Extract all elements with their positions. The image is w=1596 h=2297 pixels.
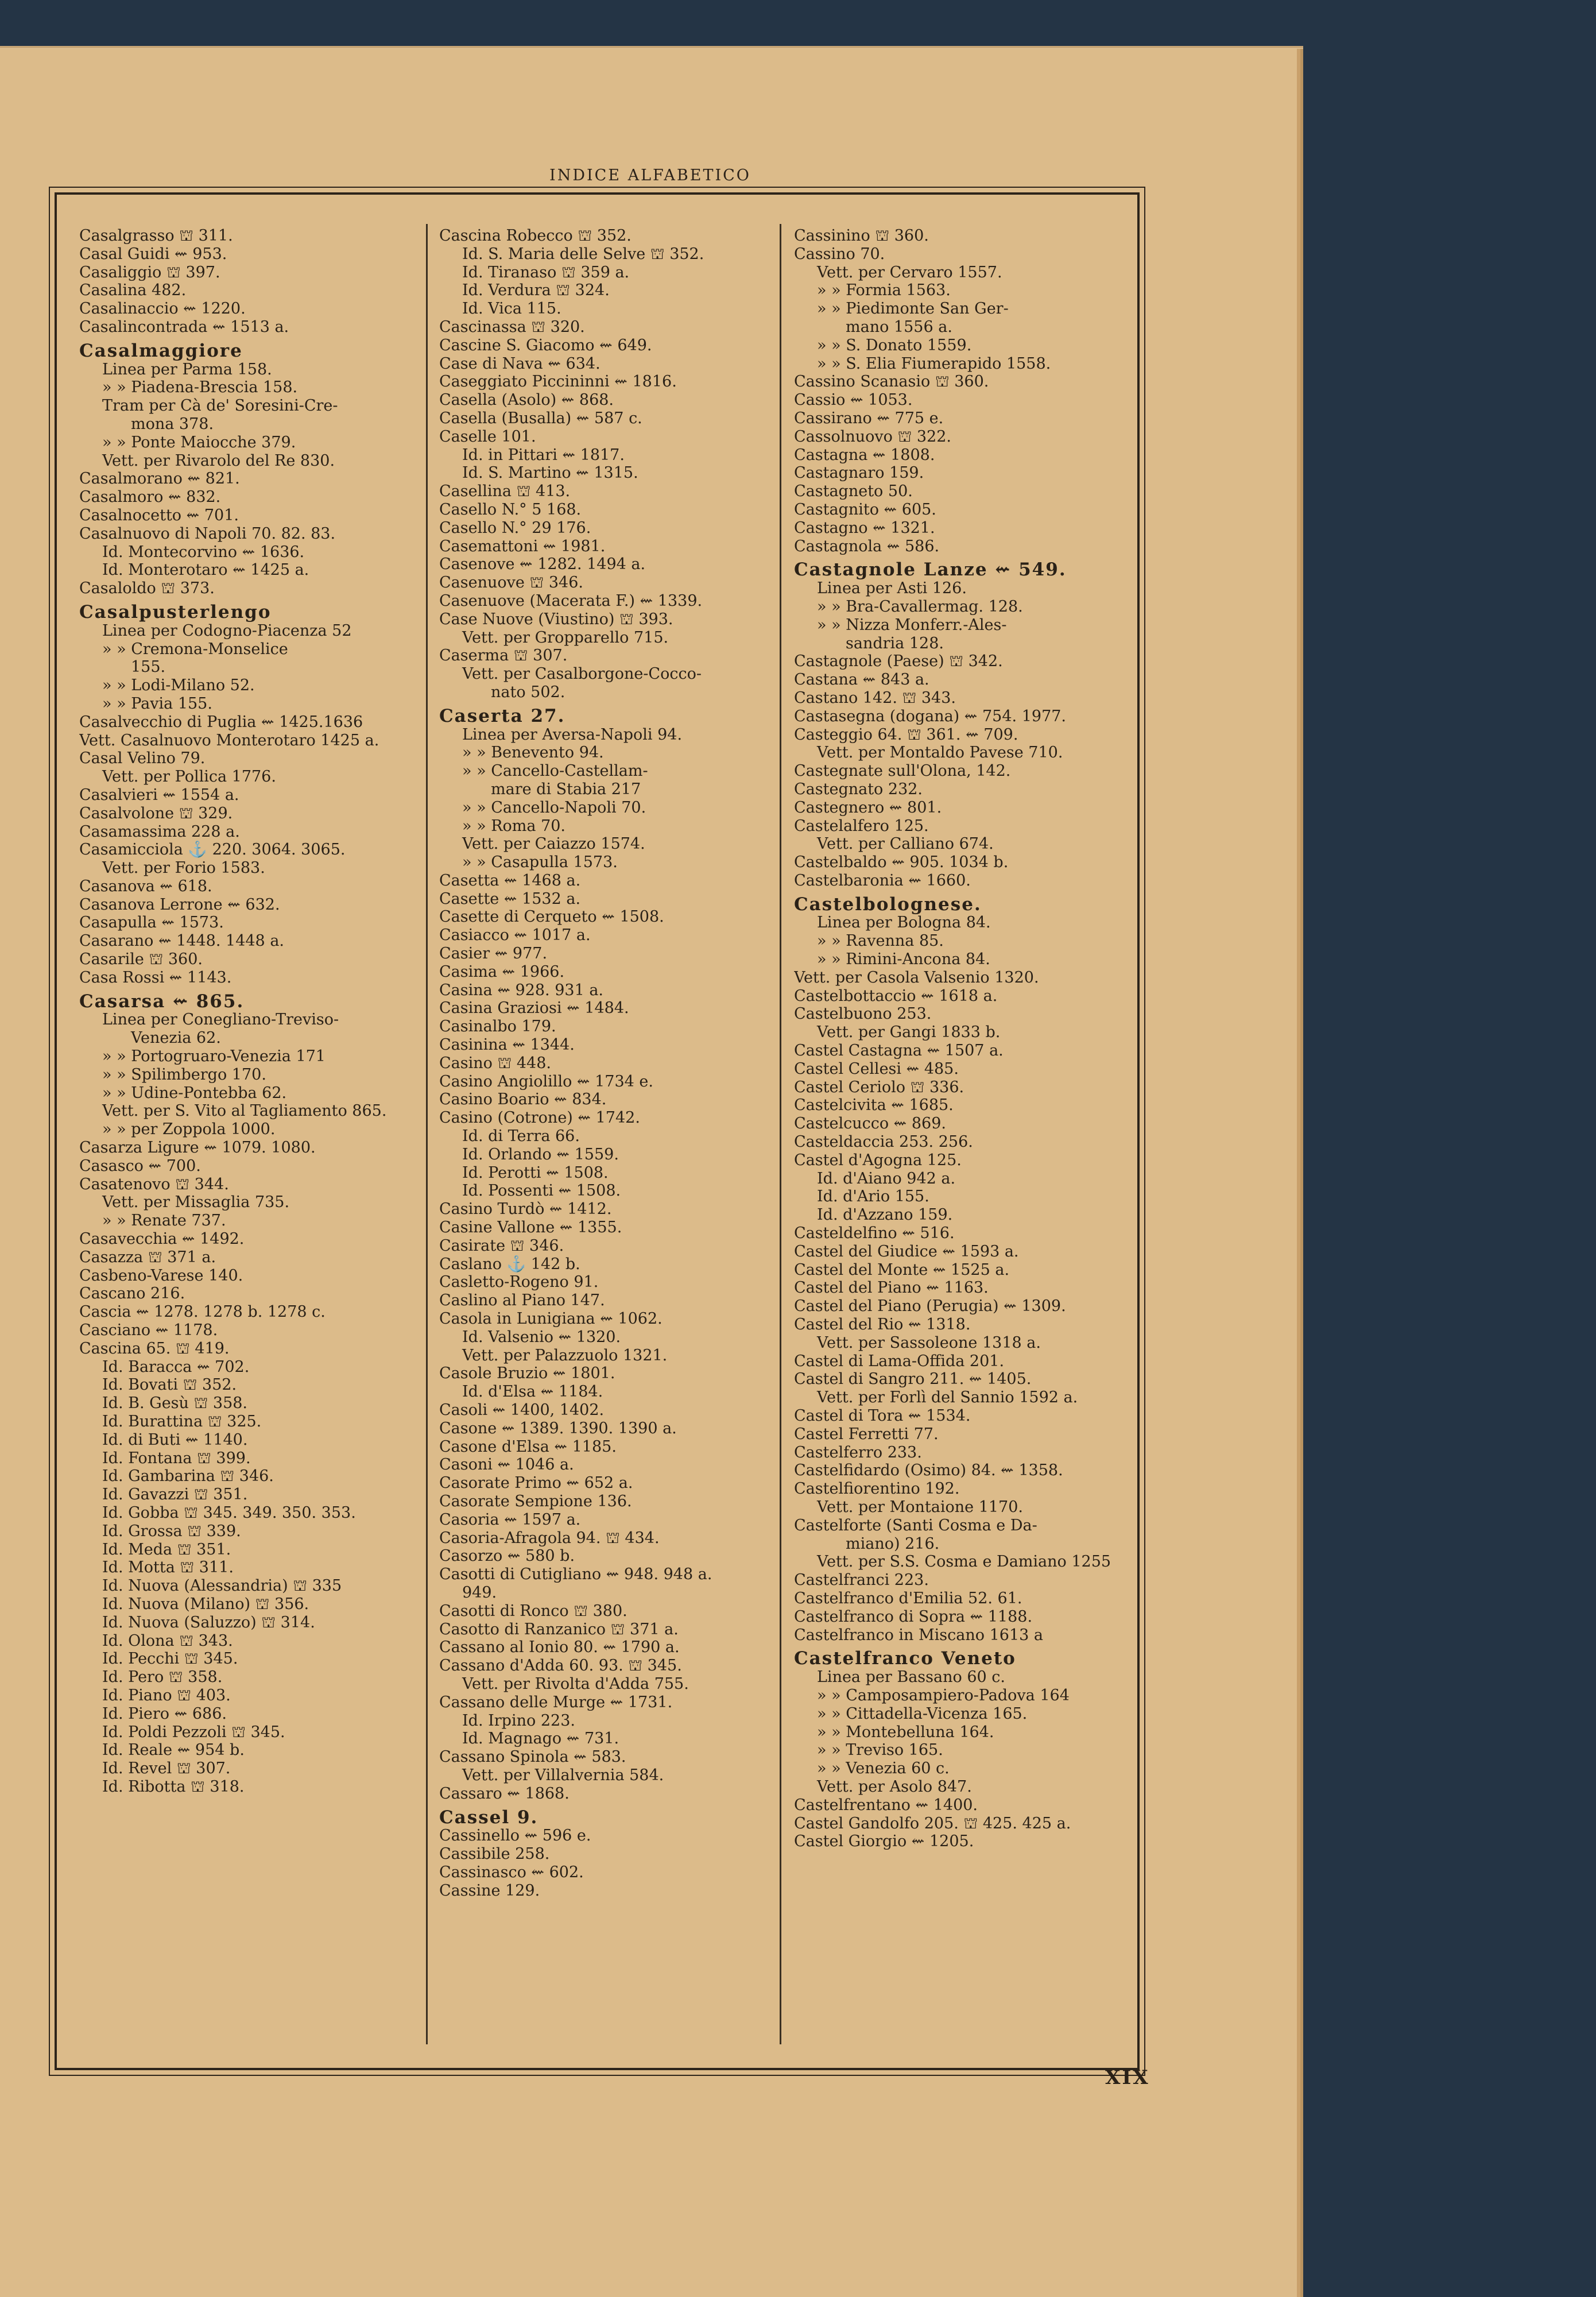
index-entry: Casone ⇜ 1389. 1390. 1390 a.: [439, 1419, 677, 1437]
index-entry: Castel di Sangro 211. ⇜ 1405.: [794, 1370, 1032, 1389]
index-entry: Casoni ⇜ 1046 a.: [439, 1456, 574, 1474]
index-entry: Id. Burattina ⛫ 325.: [102, 1413, 262, 1430]
index-heading: Castelfranco Veneto: [794, 1648, 1016, 1669]
index-entry: Casella (Asolo) ⇜ 868.: [439, 391, 614, 409]
index-entry: Id. d'Ario 155.: [817, 1188, 929, 1206]
index-column-2: [439, 227, 772, 2053]
index-entry: Casalinaccio ⇜ 1220.: [79, 300, 246, 318]
index-entry: Id. Revel ⛫ 307.: [102, 1760, 231, 1778]
index-entry: Id. Reale ⇜ 954 b.: [102, 1741, 245, 1760]
index-entry: » » Roma 70.: [462, 817, 566, 835]
index-entry: Cassino Scanasio ⛫ 360.: [794, 373, 989, 391]
index-entry: Cassano al Ionio 80. ⇜ 1790 a.: [439, 1638, 680, 1657]
index-entry: Castelfranco in Miscano 1613 a: [794, 1626, 1044, 1644]
index-entry: Cassinasco ⇜ 602.: [439, 1863, 584, 1881]
index-entry: Castel Castagna ⇜ 1507 a.: [794, 1042, 1004, 1060]
index-entry: Id. di Buti ⇜ 1140.: [102, 1430, 248, 1449]
index-entry: Casarza Ligure ⇜ 1079. 1080.: [79, 1139, 316, 1157]
index-entry: Casone d'Elsa ⇜ 1185.: [439, 1437, 617, 1456]
index-entry: Casino ⛫ 448.: [439, 1054, 551, 1072]
index-entry: Castel Gandolfo 205. ⛫ 425. 425 a.: [794, 1814, 1071, 1832]
index-entry: Tram per Cà de' Soresini-Cre-: [102, 397, 338, 415]
index-entry: Linea per Bologna 84.: [817, 914, 991, 932]
index-entry: Id. Baracca ⇜ 702.: [102, 1358, 250, 1376]
index-entry: Vett. per Palazzuolo 1321.: [462, 1346, 668, 1364]
index-entry: Cascina Robecco ⛫ 352.: [439, 227, 632, 245]
index-entry: Castel Giorgio ⇜ 1205.: [794, 1832, 974, 1851]
index-entry: Casatenovo ⛫ 344.: [79, 1175, 229, 1193]
index-heading: Castagnole Lanze ⇜ 549.: [794, 559, 1067, 581]
index-entry: Casalmorano ⇜ 821.: [79, 470, 240, 488]
index-entry: Id. Tiranaso ⛫ 359 a.: [462, 263, 630, 281]
index-entry: Caslino al Piano 147.: [439, 1291, 605, 1310]
index-entry: Casino Angiolillo ⇜ 1734 e.: [439, 1072, 653, 1091]
index-entry: Id. Poldi Pezzoli ⛫ 345.: [102, 1723, 285, 1741]
index-entry: Casanova Lerrone ⇜ 632.: [79, 895, 280, 914]
index-entry: Casteldaccia 253. 256.: [794, 1133, 973, 1151]
index-entry: Linea per Parma 158.: [102, 360, 272, 378]
index-entry: Id. Bovati ⛫ 352.: [102, 1376, 237, 1394]
index-entry: 155.: [131, 658, 166, 676]
index-entry: Vett. per Calliano 674.: [817, 835, 994, 853]
index-column-3: [794, 227, 1138, 2053]
index-entry: Casorate Sempione 136.: [439, 1492, 632, 1510]
index-entry: » » Nizza Monferr.-Ales-: [817, 616, 1007, 634]
index-entry: Vett. per S.S. Cosma e Damiano 1255: [817, 1553, 1111, 1571]
column-divider-2: [780, 224, 781, 2044]
index-entry: Id. d'Aiano 942 a.: [817, 1169, 956, 1188]
index-entry: Casotti di Cutigliano ⇜ 948. 948 a.: [439, 1565, 712, 1584]
index-entry: Linea per Codogno-Piacenza 52: [102, 621, 352, 640]
index-entry: Casoria-Afragola 94. ⛫ 434.: [439, 1529, 660, 1547]
index-entry: Cassio ⇜ 1053.: [794, 391, 913, 409]
index-entry: Castelfranci 223.: [794, 1571, 929, 1590]
index-entry: Cascine S. Giacomo ⇜ 649.: [439, 336, 652, 354]
index-entry: Vett. per S. Vito al Tagliamento 865.: [102, 1102, 387, 1120]
index-column-1: [79, 227, 424, 2053]
index-entry: Id. in Pittari ⇜ 1817.: [462, 446, 625, 464]
index-entry: Casirate ⛫ 346.: [439, 1236, 564, 1255]
index-entry: Id. Gobba ⛫ 345. 349. 350. 353.: [102, 1503, 356, 1522]
index-entry: Cassibile 258.: [439, 1845, 550, 1863]
index-entry: Id. Monterotaro ⇜ 1425 a.: [102, 561, 309, 579]
index-entry: Caslano ⚓ 142 b.: [439, 1255, 580, 1273]
index-entry: Casalnuovo di Napoli 70. 82. 83.: [79, 524, 336, 543]
index-entry: Castel d'Agogna 125.: [794, 1151, 962, 1169]
index-entry: Casarile ⛫ 360.: [79, 950, 203, 969]
index-entry: Casalincontrada ⇜ 1513 a.: [79, 318, 289, 336]
index-entry: » » Ponte Maiocche 379.: [102, 433, 296, 451]
index-entry: Caserma ⛫ 307.: [439, 647, 568, 665]
index-entry: Casapulla ⇜ 1573.: [79, 914, 224, 932]
index-entry: Castelfranco di Sopra ⇜ 1188.: [794, 1607, 1033, 1626]
index-entry: Casette di Cerqueto ⇜ 1508.: [439, 908, 664, 926]
index-entry: Id. Magnago ⇜ 731.: [462, 1730, 619, 1748]
column-divider-1: [426, 224, 428, 2044]
index-entry: Casette ⇜ 1532 a.: [439, 890, 581, 908]
index-entry: Castano 142. ⛫ 343.: [794, 689, 956, 707]
index-entry: Vett. per Montaione 1170.: [817, 1498, 1023, 1516]
index-entry: Id. Gavazzi ⛫ 351.: [102, 1486, 248, 1504]
index-entry: Casoria ⇜ 1597 a.: [439, 1510, 581, 1529]
index-entry: Cassinino ⛫ 360.: [794, 227, 929, 245]
index-entry: Castelbottaccio ⇜ 1618 a.: [794, 987, 998, 1005]
index-entry: Casinalbo 179.: [439, 1018, 556, 1036]
index-entry: Id. Nuova (Alessandria) ⛫ 335: [102, 1577, 342, 1595]
index-entry: Casenuove (Macerata F.) ⇜ 1339.: [439, 591, 703, 610]
index-entry: Castel del Piano (Perugia) ⇜ 1309.: [794, 1297, 1066, 1316]
index-entry: 949.: [462, 1583, 497, 1602]
index-entry: Castagnole (Paese) ⛫ 342.: [794, 652, 1003, 671]
index-entry: Id. Vica 115.: [462, 300, 561, 318]
index-entry: Casine Vallone ⇜ 1355.: [439, 1219, 622, 1237]
index-entry: Caseggiato Piccininni ⇜ 1816.: [439, 373, 677, 391]
index-entry: Vett. per Gangi 1833 b.: [817, 1023, 1001, 1042]
index-entry: » » Spilimbergo 170.: [102, 1065, 266, 1084]
index-entry: » » per Zoppola 1000.: [102, 1120, 276, 1139]
index-entry: Linea per Asti 126.: [817, 579, 967, 598]
index-entry: Castelfiorentino 192.: [794, 1480, 960, 1498]
index-entry: Id. Irpino 223.: [462, 1711, 575, 1730]
index-entry: » » Cancello-Castellam-: [462, 762, 648, 780]
index-entry: » » Piadena-Brescia 158.: [102, 378, 298, 397]
index-entry: Id. Piano ⛫ 403.: [102, 1686, 231, 1704]
index-entry: Case di Nava ⇜ 634.: [439, 354, 601, 373]
index-entry: Id. Motta ⛫ 311.: [102, 1559, 234, 1577]
index-heading: Casalmaggiore: [79, 340, 243, 361]
index-entry: Vett. per Rivarolo del Re 830.: [102, 451, 335, 470]
index-entry: Linea per Aversa-Napoli 94.: [462, 725, 683, 744]
index-entry: Linea per Conegliano-Treviso-: [102, 1011, 339, 1029]
index-entry: Id. d'Azzano 159.: [817, 1206, 953, 1224]
index-entry: Cascano 216.: [79, 1285, 185, 1303]
index-entry: Casalgrasso ⛫ 311.: [79, 227, 233, 245]
index-entry: Cassirano ⇜ 775 e.: [794, 409, 944, 427]
index-entry: Casima ⇜ 1966.: [439, 962, 565, 981]
index-entry: Castagno ⇜ 1321.: [794, 519, 935, 537]
index-entry: Castagnola ⇜ 586.: [794, 537, 940, 555]
index-entry: Castegnero ⇜ 801.: [794, 798, 942, 817]
index-entry: sandria 128.: [846, 634, 944, 652]
index-entry: Id. B. Gesù ⛫ 358.: [102, 1394, 248, 1413]
index-entry: mona 378.: [131, 415, 214, 433]
index-entry: Castelbaldo ⇜ 905. 1034 b.: [794, 853, 1009, 872]
index-entry: » » Treviso 165.: [817, 1741, 943, 1760]
index-entry: » » Cittadella-Vicenza 165.: [817, 1704, 1028, 1723]
index-entry: Vett. per Gropparello 715.: [462, 628, 669, 647]
index-entry: Casalvolone ⛫ 329.: [79, 804, 233, 822]
index-entry: » » Bra-Cavallermag. 128.: [817, 597, 1023, 616]
index-entry: Vett. per Rivolta d'Adda 755.: [462, 1675, 689, 1693]
index-entry: Castel del Giudice ⇜ 1593 a.: [794, 1242, 1019, 1260]
index-entry: miano) 216.: [846, 1534, 940, 1553]
index-heading: Casalpusterlengo: [79, 601, 272, 622]
index-entry: Vett. per Casola Valsenio 1320.: [794, 968, 1039, 987]
index-entry: » » Cremona-Monselice: [102, 640, 288, 658]
index-entry: Id. Montecorvino ⇜ 1636.: [102, 543, 305, 561]
index-entry: Vett. per Pollica 1776.: [102, 768, 276, 786]
index-entry: Vett. per Cervaro 1557.: [817, 263, 1002, 281]
index-entry: Id. Meda ⛫ 351.: [102, 1540, 231, 1559]
index-entry: » » Benevento 94.: [462, 744, 604, 762]
index-entry: Id. di Terra 66.: [462, 1127, 580, 1146]
index-entry: Castelferro 233.: [794, 1443, 922, 1461]
index-entry: Vett. per Sassoleone 1318 a.: [817, 1333, 1041, 1352]
index-entry: Id. S. Martino ⇜ 1315.: [462, 464, 638, 482]
index-entry: Cassano Spinola ⇜ 583.: [439, 1748, 626, 1766]
index-entry: Casina Graziosi ⇜ 1484.: [439, 999, 629, 1018]
index-entry: Cassine 129.: [439, 1881, 540, 1900]
index-entry: Castagnaro 159.: [794, 464, 924, 482]
index-entry: » » Piedimonte San Ger-: [817, 300, 1009, 318]
index-entry: Cascinassa ⛫ 320.: [439, 318, 585, 336]
index-entry: Castegnato 232.: [794, 780, 923, 798]
index-entry: Vett. per Caiazzo 1574.: [462, 835, 645, 853]
index-entry: Castel di Tora ⇜ 1534.: [794, 1407, 971, 1425]
index-entry: Casotti di Ronco ⛫ 380.: [439, 1602, 627, 1620]
index-entry: » » Camposampiero-Padova 164: [817, 1686, 1070, 1704]
index-entry: Caselle 101.: [439, 427, 536, 446]
index-entry: Castel del Piano ⇜ 1163.: [794, 1279, 989, 1297]
index-heading: Casarsa ⇜ 865.: [79, 991, 245, 1012]
index-entry: Casino Turdò ⇜ 1412.: [439, 1200, 612, 1219]
index-entry: Casbeno-Varese 140.: [79, 1266, 243, 1285]
index-entry: Casal Velino 79.: [79, 749, 206, 768]
index-entry: » » S. Donato 1559.: [817, 336, 972, 354]
index-entry: Id. d'Elsa ⇜ 1184.: [462, 1383, 603, 1401]
index-entry: Casletto-Rogeno 91.: [439, 1273, 599, 1291]
index-entry: Casello N.° 29 176.: [439, 519, 591, 537]
index-entry: Castel Cellesi ⇜ 485.: [794, 1059, 959, 1078]
index-entry: » » Udine-Pontebba 62.: [102, 1084, 287, 1102]
index-entry: Cascia ⇜ 1278. 1278 b. 1278 c.: [79, 1303, 326, 1321]
index-entry: Case Nuove (Viustino) ⛫ 393.: [439, 610, 673, 628]
index-entry: Casorate Primo ⇜ 652 a.: [439, 1474, 633, 1492]
index-entry: Id. Nuova (Milano) ⛫ 356.: [102, 1595, 309, 1613]
index-entry: Castelalfero 125.: [794, 817, 929, 835]
index-entry: Linea per Bassano 60 c.: [817, 1668, 1005, 1687]
index-entry: Castana ⇜ 843 a.: [794, 671, 929, 689]
index-entry: » » Casapulla 1573.: [462, 853, 618, 872]
index-entry: » » Pavia 155.: [102, 694, 212, 713]
index-entry: Id. Verdura ⛫ 324.: [462, 281, 610, 300]
index-entry: Casiacco ⇜ 1017 a.: [439, 926, 591, 945]
index-entry: Id. Possenti ⇜ 1508.: [462, 1182, 621, 1200]
index-entry: Castelcivita ⇜ 1685.: [794, 1096, 954, 1115]
index-entry: Casteggio 64. ⛫ 361. ⇜ 709.: [794, 725, 1018, 744]
index-entry: Casasco ⇜ 700.: [79, 1157, 201, 1175]
index-entry: Casemattoni ⇜ 1981.: [439, 537, 606, 555]
index-heading: Cassel 9.: [439, 1807, 539, 1828]
index-entry: Castagneto 50.: [794, 482, 913, 501]
index-entry: Id. Pecchi ⛫ 345.: [102, 1650, 238, 1668]
index-entry: Vett. Casalnuovo Monterotaro 1425 a.: [79, 731, 379, 749]
index-entry: Venezia 62.: [131, 1029, 221, 1047]
index-entry: Castel del Monte ⇜ 1525 a.: [794, 1260, 1010, 1279]
index-entry: » » Cancello-Napoli 70.: [462, 798, 646, 817]
index-entry: Casciano ⇜ 1178.: [79, 1321, 218, 1340]
index-entry: Castegnate sull'Olona, 142.: [794, 762, 1011, 780]
index-entry: » » Venezia 60 c.: [817, 1760, 950, 1778]
index-entry: Casoli ⇜ 1400, 1402.: [439, 1401, 605, 1419]
index-entry: nato 502.: [491, 683, 565, 701]
index-entry: Id. Olona ⛫ 343.: [102, 1631, 233, 1650]
index-entry: Cassolnuovo ⛫ 322.: [794, 427, 951, 446]
index-entry: Casamicciola ⚓ 220. 3064. 3065.: [79, 841, 346, 859]
index-entry: Castel Ferretti 77.: [794, 1425, 939, 1443]
index-entry: Casanova ⇜ 618.: [79, 877, 212, 895]
index-entry: Id. Pero ⛫ 358.: [102, 1668, 223, 1687]
index-entry: Casola in Lunigiana ⇜ 1062.: [439, 1310, 663, 1328]
index-entry: Casina ⇜ 928. 931 a.: [439, 981, 604, 999]
index-entry: Casenove ⇜ 1282. 1494 a.: [439, 555, 646, 574]
index-entry: mano 1556 a.: [846, 318, 952, 336]
index-entry: Castelbuono 253.: [794, 1005, 932, 1023]
index-entry: Castelfranco d'Emilia 52. 61.: [794, 1589, 1022, 1607]
index-entry: Casaloldo ⛫ 373.: [79, 579, 215, 598]
index-entry: » » Montebelluna 164.: [817, 1723, 994, 1741]
index-entry: Casetta ⇜ 1468 a.: [439, 871, 581, 890]
index-entry: Castagnito ⇜ 605.: [794, 500, 936, 519]
index-entry: Casalina 482.: [79, 281, 187, 300]
index-entry: Castelforte (Santi Cosma e Da-: [794, 1516, 1037, 1534]
index-entry: Id. Ribotta ⛫ 318.: [102, 1777, 245, 1796]
index-entry: Casino (Cotrone) ⇜ 1742.: [439, 1109, 640, 1127]
index-entry: Casalvieri ⇜ 1554 a.: [79, 786, 239, 804]
index-entry: Casazza ⛫ 371 a.: [79, 1248, 216, 1266]
index-entry: Castelfrentano ⇜ 1400.: [794, 1796, 978, 1814]
index-entry: Cassano delle Murge ⇜ 1731.: [439, 1693, 673, 1711]
index-entry: Castagna ⇜ 1808.: [794, 446, 935, 464]
page-number: XIX: [1105, 2066, 1150, 2089]
index-entry: Casello N.° 5 168.: [439, 500, 582, 519]
index-entry: Cascina 65. ⛫ 419.: [79, 1339, 230, 1358]
index-entry: Cassinello ⇜ 596 e.: [439, 1827, 591, 1845]
index-entry: Vett. per Forio 1583.: [102, 859, 265, 877]
index-entry: Castel di Lama-Offida 201.: [794, 1352, 1005, 1370]
index-entry: » » Rimini-Ancona 84.: [817, 950, 990, 969]
index-entry: Casella (Busalla) ⇜ 587 c.: [439, 409, 642, 427]
index-entry: Id. Perotti ⇜ 1508.: [462, 1163, 609, 1182]
index-entry: » » Formia 1563.: [817, 281, 951, 300]
index-entry: Vett. per Villalvernia 584.: [462, 1766, 664, 1784]
index-entry: » » Lodi-Milano 52.: [102, 676, 255, 695]
index-entry: Casotto di Ranzanico ⛫ 371 a.: [439, 1620, 679, 1638]
index-entry: Vett. per Asolo 847.: [817, 1777, 972, 1796]
index-entry: Cassaro ⇜ 1868.: [439, 1784, 570, 1803]
index-entry: Id. S. Maria delle Selve ⛫ 352.: [462, 245, 704, 263]
index-entry: Casavecchia ⇜ 1492.: [79, 1230, 245, 1248]
index-entry: Vett. per Missaglia 735.: [102, 1193, 290, 1212]
index-entry: Casole Bruzio ⇜ 1801.: [439, 1364, 615, 1383]
index-entry: Castel del Rio ⇜ 1318.: [794, 1316, 971, 1334]
index-entry: Casarano ⇜ 1448. 1448 a.: [79, 932, 284, 950]
index-entry: Castelfidardo (Osimo) 84. ⇜ 1358.: [794, 1461, 1063, 1480]
index-entry: Casa Rossi ⇜ 1143.: [79, 968, 232, 987]
index-entry: Casaliggio ⛫ 397.: [79, 263, 220, 281]
index-entry: Casalnocetto ⇜ 701.: [79, 506, 239, 524]
index-entry: Casteldelfino ⇜ 516.: [794, 1224, 955, 1243]
index-entry: Casier ⇜ 977.: [439, 945, 548, 963]
index-entry: » » Portogruaro-Venezia 171: [102, 1047, 326, 1066]
page-header: INDICE ALFABETICO: [549, 167, 751, 184]
index-entry: Casinina ⇜ 1344.: [439, 1036, 575, 1054]
index-entry: Id. Grossa ⛫ 339.: [102, 1522, 241, 1540]
index-entry: Cassino 70.: [794, 245, 885, 263]
index-heading: Caserta 27.: [439, 705, 565, 726]
index-entry: Vett. per Montaldo Pavese 710.: [817, 744, 1063, 762]
index-entry: Casalmoro ⇜ 832.: [79, 488, 221, 506]
index-entry: mare di Stabia 217: [491, 780, 641, 798]
index-entry: Casorzo ⇜ 580 b.: [439, 1547, 575, 1565]
index-entry: Casamassima 228 a.: [79, 822, 240, 841]
index-entry: » » S. Elia Fiumerapido 1558.: [817, 354, 1051, 373]
index-entry: Casalvecchio di Puglia ⇜ 1425.1636: [79, 713, 363, 731]
index-entry: Castel Ceriolo ⛫ 336.: [794, 1078, 964, 1096]
index-entry: Vett. per Forlì del Sannio 1592 a.: [817, 1389, 1078, 1407]
index-entry: Cassano d'Adda 60. 93. ⛫ 345.: [439, 1657, 682, 1675]
index-entry: Id. Orlando ⇜ 1559.: [462, 1145, 619, 1163]
index-entry: Id. Nuova (Saluzzo) ⛫ 314.: [102, 1613, 315, 1631]
index-entry: Vett. per Casalborgone-Cocco-: [462, 665, 702, 683]
index-entry: Casellina ⛫ 413.: [439, 482, 571, 501]
index-entry: Id. Gambarina ⛫ 346.: [102, 1467, 274, 1486]
index-entry: Id. Fontana ⛫ 399.: [102, 1449, 251, 1467]
index-entry: Id. Valsenio ⇜ 1320.: [462, 1328, 621, 1346]
index-entry: Casino Boario ⇜ 834.: [439, 1091, 607, 1109]
index-heading: Castelbolognese.: [794, 894, 982, 915]
index-entry: Castasegna (dogana) ⇜ 754. 1977.: [794, 707, 1067, 725]
index-entry: » » Ravenna 85.: [817, 932, 944, 950]
index-entry: Castelcucco ⇜ 869.: [794, 1115, 946, 1133]
index-entry: Casal Guidi ⇜ 953.: [79, 245, 227, 263]
index-entry: Casenuove ⛫ 346.: [439, 574, 583, 592]
index-entry: Id. Piero ⇜ 686.: [102, 1704, 227, 1723]
index-entry: Castelbaronia ⇜ 1660.: [794, 871, 971, 890]
index-entry: » » Renate 737.: [102, 1212, 226, 1230]
